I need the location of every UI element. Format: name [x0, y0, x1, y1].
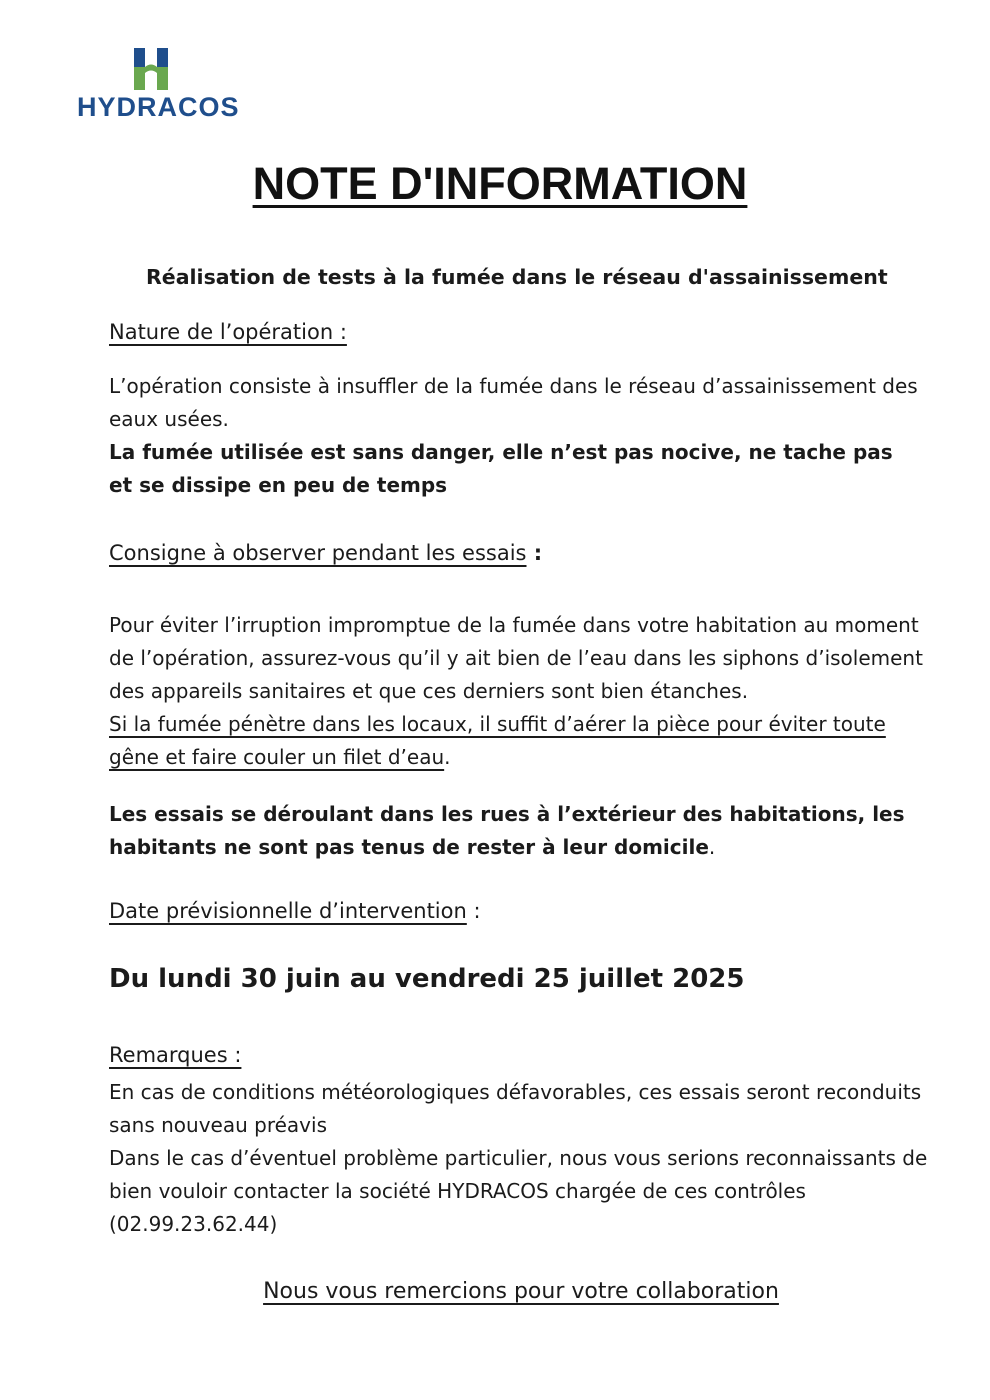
nature-bold-text: La fumée utilisée est sans danger, elle n’est pas nocive, ne tache pas et se dissipe en peu de temps	[109, 440, 893, 497]
consigne-bold-block	[109, 798, 939, 864]
nature-heading	[109, 320, 347, 344]
remarques-line2: Dans le cas d’éventuel problème particulier, nous vous serions reconnaissants de bien vouloir contacter la société HYDRACOS chargée de ces contrôles	[109, 1146, 928, 1203]
page-title	[0, 158, 990, 210]
consigne-bold-suffix: .	[708, 835, 716, 859]
remarques-heading-text: Remarques :	[109, 1043, 242, 1067]
consigne-heading-suffix: :	[526, 541, 543, 565]
page-title-text: NOTE D'INFORMATION	[252, 158, 748, 209]
hydracos-logo-icon	[131, 48, 171, 90]
nature-text: L’opération consiste à insuffler de la fumée dans le réseau d’assainissement des eaux usées.	[109, 374, 918, 431]
remarques-line1: En cas de conditions météorologiques défavorables, ces essais seront reconduits sans nouveau préavis	[109, 1080, 922, 1137]
date-heading	[109, 899, 481, 923]
remarques-heading	[109, 1043, 241, 1067]
date-heading-text: Date prévisionnelle d’intervention	[109, 899, 467, 923]
consigne-text: Pour éviter l’irruption impromptue de la fumée dans votre habitation au moment de l’opération, assurez-vous qu’il y ait bien de l’eau dans les siphons d’isolement des appareils sanitaires et que ces derniers sont bien étanches.	[109, 613, 923, 703]
consigne-heading-text: Consigne à observer pendant les essais	[109, 541, 527, 565]
consigne-underlined-suffix: .	[444, 745, 451, 769]
logo-text: HYDRACOS	[77, 92, 240, 122]
consigne-underlined-block	[109, 708, 909, 774]
nature-body	[109, 370, 939, 502]
thanks-line	[0, 1279, 990, 1304]
remarques-body	[109, 1076, 939, 1241]
consigne-underlined-text: Si la fumée pénètre dans les locaux, il suffit d’aérer la pièce pour éviter toute gêne et faire couler un filet d’eau	[109, 712, 886, 769]
consigne-body	[109, 609, 939, 774]
nature-heading-text: Nature de l’opération :	[109, 320, 347, 344]
intervention-date: Du lundi 30 juin au vendredi 25 juillet 2025	[109, 964, 745, 994]
subtitle: Réalisation de tests à la fumée dans le réseau d'assainissement	[146, 265, 888, 289]
consigne-bold-text: Les essais se déroulant dans les rues à l’extérieur des habitations, les habitants ne sont pas tenus de rester à leur domicile	[109, 802, 905, 859]
remarques-phone: (02.99.23.62.44)	[109, 1212, 278, 1236]
consigne-heading	[109, 541, 542, 565]
thanks-text: Nous vous remercions pour votre collaboration	[263, 1279, 779, 1304]
date-heading-suffix: :	[466, 899, 481, 923]
